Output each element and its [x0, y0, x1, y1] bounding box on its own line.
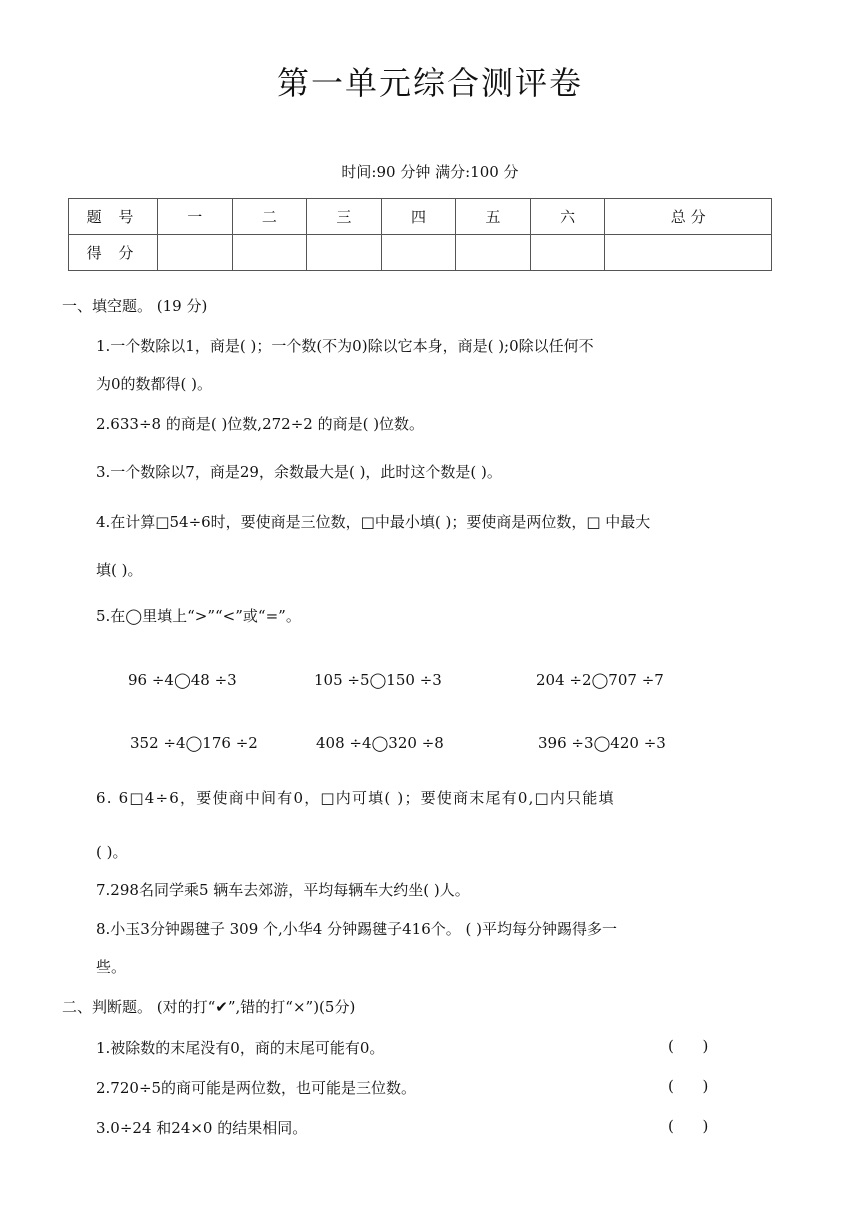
score-cell-6: 六: [530, 199, 605, 235]
score-blank[interactable]: [307, 235, 382, 271]
compare-item: 105 ÷5◯150 ÷3: [314, 671, 442, 689]
compare-item: 204 ÷2◯707 ÷7: [536, 671, 664, 689]
score-cell-4: 四: [381, 199, 456, 235]
score-blank[interactable]: [158, 235, 233, 271]
judge-item-1: 1.被除数的末尾没有0，商的末尾可能有0。: [96, 1039, 385, 1057]
question-4-line-1: 4.在计算□54÷6时，要使商是三位数，□中最小填( )；要使商是两位数，□ 中最大: [96, 513, 651, 531]
judge-answer-1[interactable]: ( ): [668, 1037, 709, 1055]
score-table-header-row: [69, 199, 772, 235]
question-1-line-2: 为0的数都得( )。: [96, 375, 213, 393]
score-cell-label: 题 号: [69, 199, 158, 235]
question-1-line-1: 1.一个数除以1，商是( )；一个数(不为0)除以它本身，商是( );0除以任何不: [96, 337, 594, 355]
score-blank[interactable]: [456, 235, 531, 271]
page-title: 第一单元综合测评卷: [276, 64, 583, 102]
score-row-label: 得 分: [69, 235, 158, 271]
section2-heading: 二、判断题。 (对的打“✔”,错的打“×”)(5分): [62, 998, 356, 1016]
judge-answer-2[interactable]: ( ): [668, 1077, 709, 1095]
score-cell-3: 三: [307, 199, 382, 235]
question-3: 3.一个数除以7，商是29，余数最大是( )，此时这个数是( )。: [96, 463, 502, 481]
judge-answer-3[interactable]: ( ): [668, 1117, 709, 1135]
compare-item: 96 ÷4◯48 ÷3: [128, 671, 237, 689]
score-cell-total: 总 分: [605, 199, 772, 235]
question-6-line-1: 6. 6□4÷6，要使商中间有0，□内可填( )；要使商末尾有0,□内只能填: [96, 789, 615, 807]
question-8-line-2: 些。: [96, 958, 127, 976]
question-7: 7.298名同学乘5 辆车去郊游，平均每辆车大约坐( )人。: [96, 881, 470, 899]
question-6-line-2: ( )。: [96, 843, 128, 861]
score-cell-5: 五: [456, 199, 531, 235]
judge-item-2: 2.720÷5的商可能是两位数，也可能是三位数。: [96, 1079, 417, 1097]
compare-item: 408 ÷4◯320 ÷8: [316, 734, 444, 752]
score-blank[interactable]: [605, 235, 772, 271]
question-8-line-1: 8.小玉3分钟踢毽子 309 个,小华4 分钟踢毽子416个。 ( )平均每分钟踢得多一: [96, 920, 617, 938]
score-cell-2: 二: [232, 199, 307, 235]
judge-item-3: 3.0÷24 和24×0 的结果相同。: [96, 1119, 308, 1137]
section1-heading: 一、填空题。 (19 分): [62, 297, 208, 315]
exam-meta: 时间:90 分钟 满分:100 分: [341, 163, 519, 181]
score-blank[interactable]: [381, 235, 456, 271]
question-5: 5.在◯里填上“>”“<”或“=”。: [96, 607, 301, 625]
score-cell-1: 一: [158, 199, 233, 235]
compare-item: 352 ÷4◯176 ÷2: [130, 734, 258, 752]
question-4-line-2: 填( )。: [96, 561, 143, 579]
compare-item: 396 ÷3◯420 ÷3: [538, 734, 666, 752]
score-blank[interactable]: [530, 235, 605, 271]
score-table-score-row: [69, 235, 772, 271]
score-blank[interactable]: [232, 235, 307, 271]
score-table: [68, 198, 772, 271]
question-2: 2.633÷8 的商是( )位数,272÷2 的商是( )位数。: [96, 415, 425, 433]
